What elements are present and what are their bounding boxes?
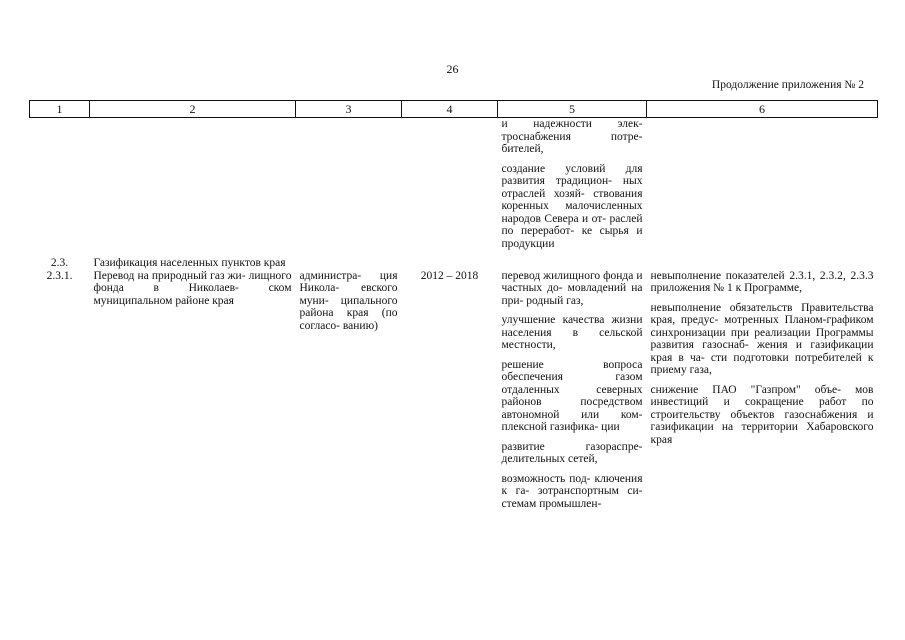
section-row: [30, 257, 878, 270]
result-1: перевод жилищного фонда и частных до- мовладений на при- родный газ,: [501, 269, 643, 307]
page-number: 26: [446, 62, 459, 76]
risk-2: невыполнение обязательств Правительства края, предус- мотренных Планом-графиком синхронизации при реализации Программы развития газоснаб- жения и газификации края в ча- сти подготовки потребителей к приему газа,: [650, 301, 874, 376]
item-name: Перевод на природный газ жи- лищного фонда в Николаев- ском муниципальном районе края: [93, 269, 292, 307]
result-3: решение вопроса обеспечения газом отдаленных северных районов посредством автономной или ком- плексной газифика- ции: [501, 358, 643, 433]
result-4: развитие газораспре- делительных сетей,: [501, 440, 643, 465]
header-col-2: 2: [90, 101, 296, 118]
item-period: 2012 – 2018: [420, 269, 479, 282]
header-col-5: 5: [498, 101, 647, 118]
result-2: улучшение качества жизни населения в сельской местности,: [501, 314, 643, 351]
section-number: 2.3.: [50, 257, 69, 269]
item-row: [30, 270, 878, 518]
continued-results-cell: [498, 118, 647, 258]
header-col-4: 4: [402, 101, 498, 118]
item-results: [498, 270, 647, 518]
continuation-label: Продолжение приложения № 2: [711, 79, 864, 91]
header-row: [30, 101, 878, 118]
continued-result-1: и надежности элек- троснабжения потре- бителей,: [501, 118, 643, 155]
item-number: 2.3.1.: [46, 269, 73, 282]
continued-result-2: создание условий для развития традицион- ных отраслей хозяй- ствования коренных малочисленных народов Севера и от- раслей по переработ- ке сырья и продукции: [501, 162, 643, 250]
risk-1: невыполнение показателей 2.3.1, 2.3.2, 2.3.3 приложения № 1 к Программе,: [650, 269, 874, 294]
continued-row: [30, 118, 878, 258]
appendix-table: [29, 100, 878, 517]
header-col-1: 1: [30, 101, 90, 118]
header-col-6: 6: [647, 101, 878, 118]
section-title: Газификация населенных пунктов края: [93, 257, 286, 269]
item-executor: администра- ция Никола- евского муни- ципального района края (по согласо- ванию): [299, 269, 398, 332]
result-5: возможность под- ключения к га- зотранспортным си- стемам промышлен-: [501, 472, 643, 510]
item-risks: [647, 270, 878, 518]
header-col-3: 3: [296, 101, 402, 118]
risk-3: снижение ПАО "Газпром" объе- мов инвестиций и сокращение работ по строительству объектов газоснабжения и газификации на территории Хабаровского края: [650, 383, 874, 446]
